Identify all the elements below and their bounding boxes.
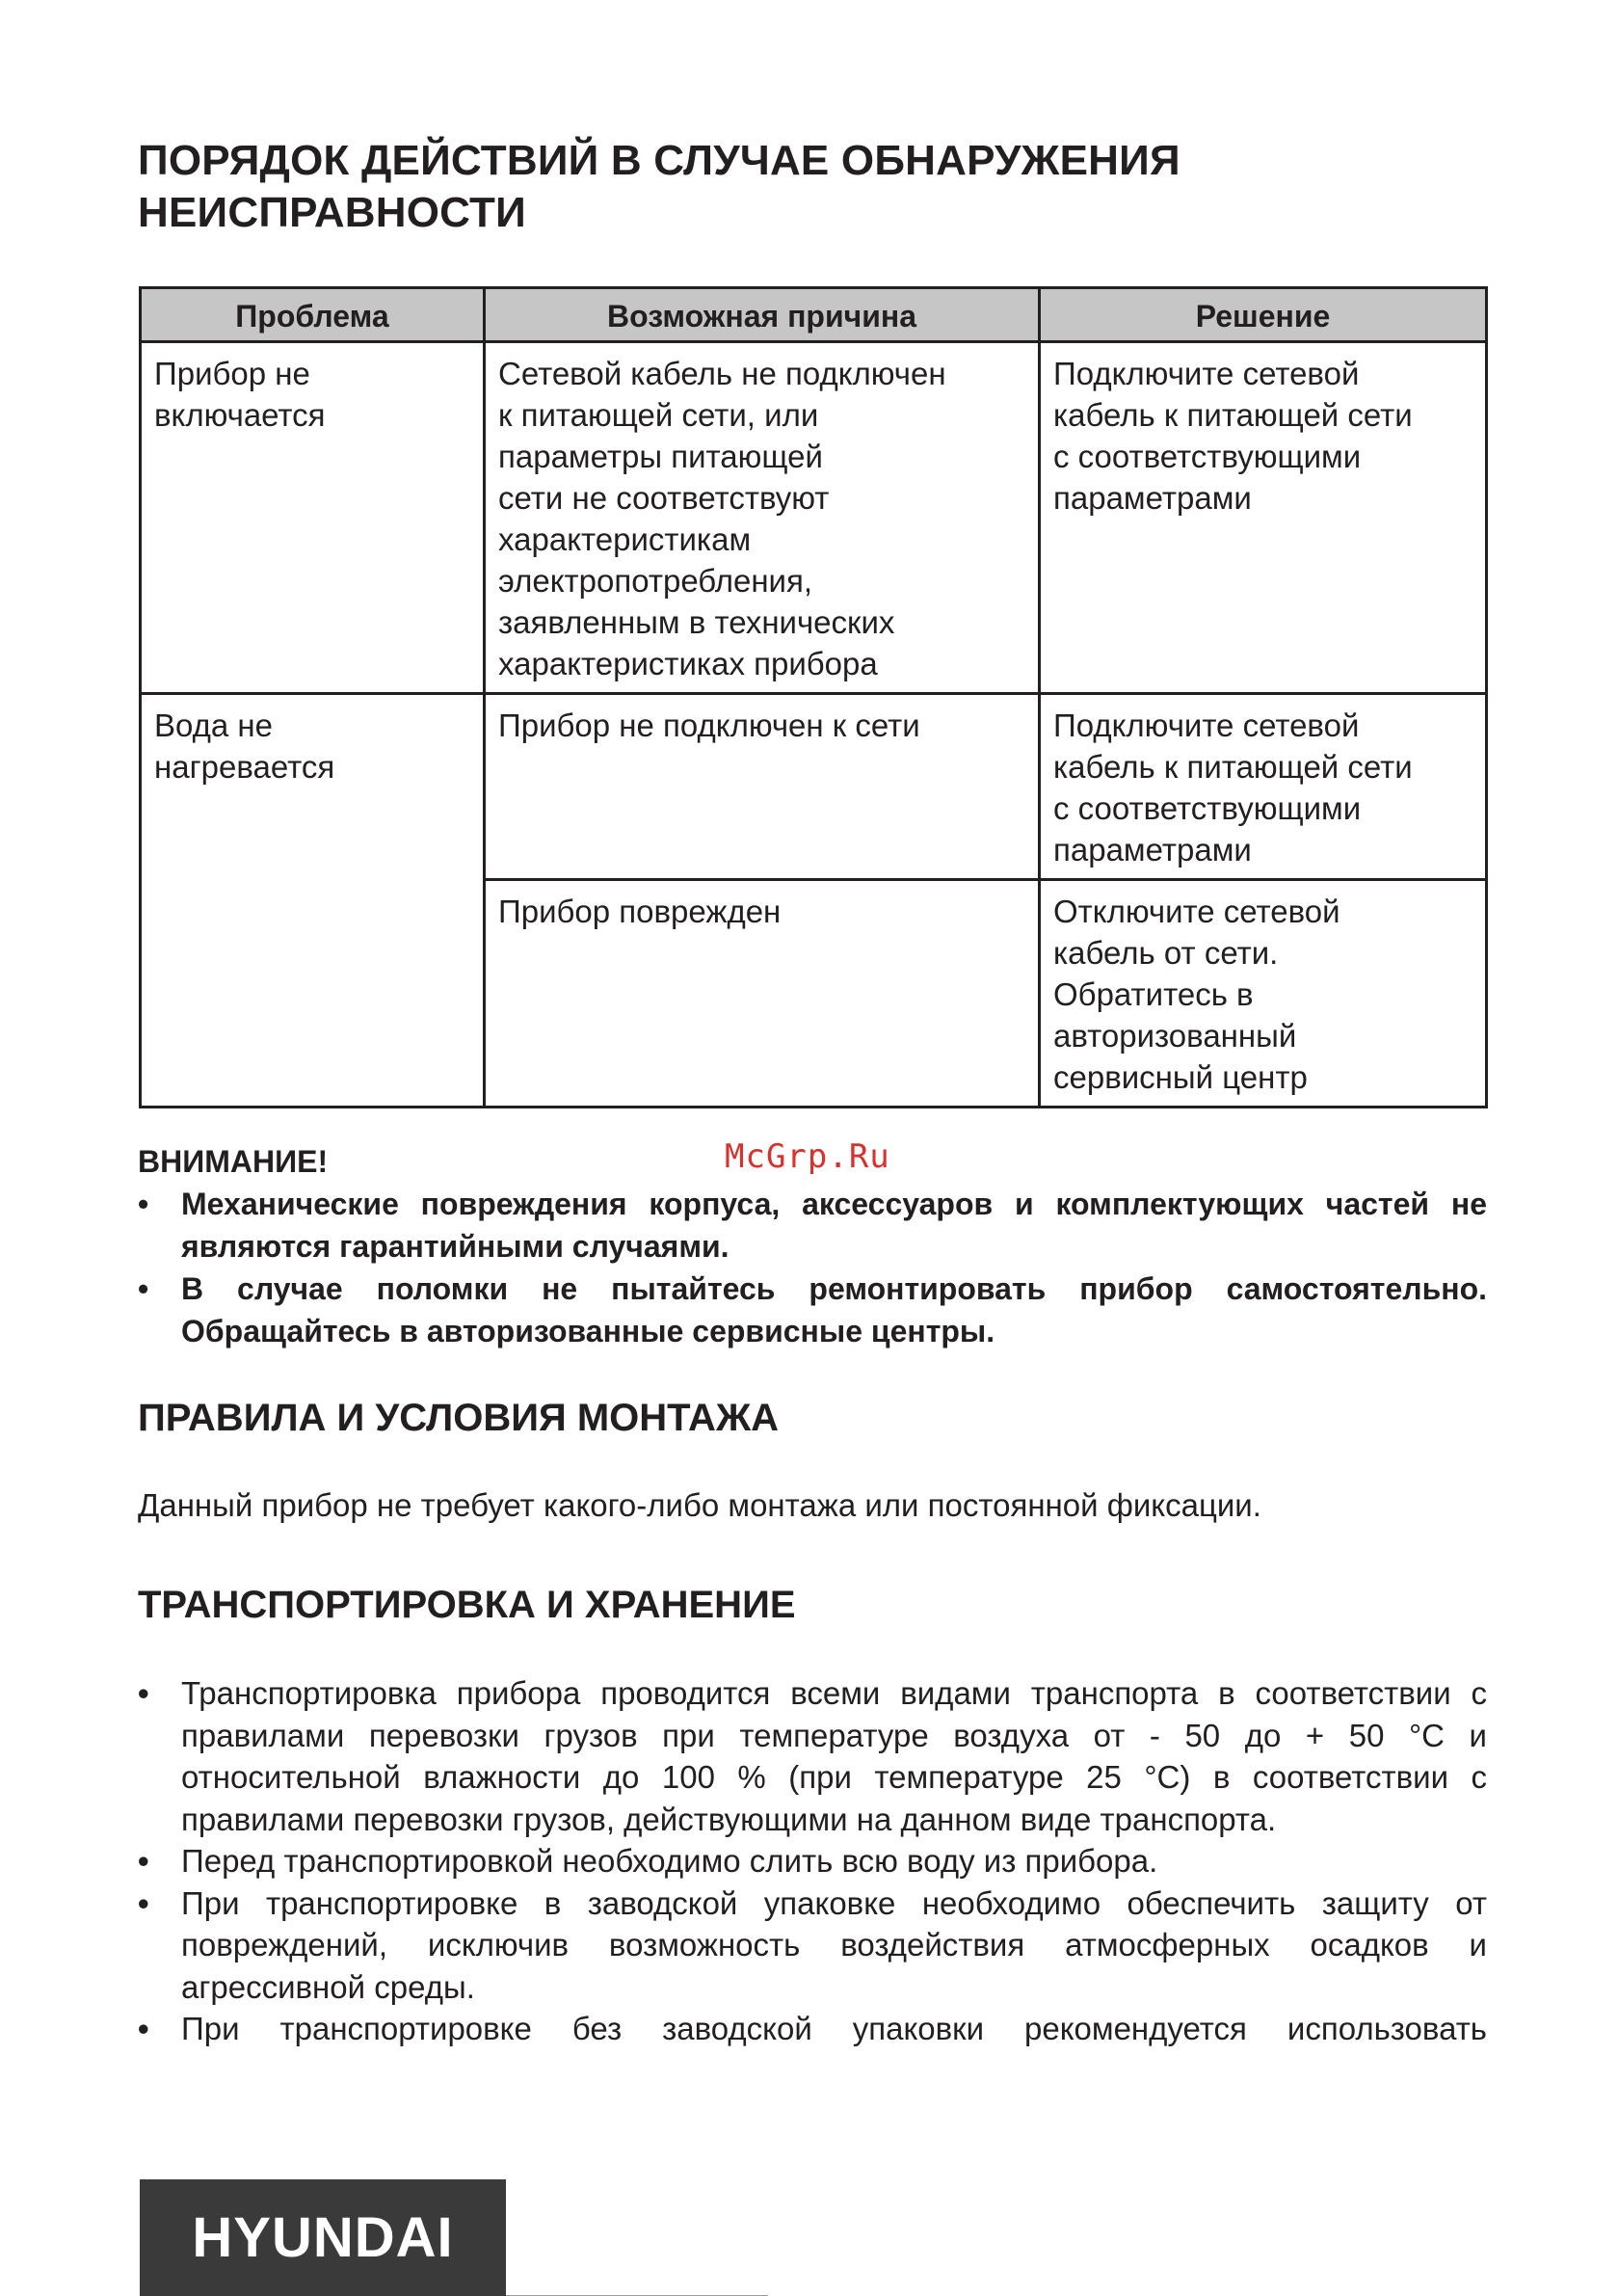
transport-heading: ТРАНСПОРТИРОВКА И ХРАНЕНИЕ	[138, 1584, 796, 1626]
cause-cell: Прибор поврежден	[485, 880, 1040, 1108]
brand-logo	[140, 2179, 506, 2296]
list-item: • В случае поломки не пытайтесь ремонтировать прибор самостоятельно. Обращайтесь в авторизованные сервисные центры.	[138, 1268, 1487, 1352]
page-title: ПОРЯДОК ДЕЙСТВИЙ В СЛУЧАЕ ОБНАРУЖЕНИЯ НЕИСПРАВНОСТИ	[138, 137, 1180, 236]
mounting-text: Данный прибор не требует какого-либо монтажа или постоянной фиксации.	[138, 1487, 1261, 1523]
table-row	[141, 694, 1487, 880]
column-header-cause: Возможная причина	[485, 288, 1040, 342]
list-item: • При транспортировке без заводской упаковки рекомендуется использовать	[138, 2008, 1487, 2050]
list-item: • Перед транспортировкой необходимо слить всю воду из прибора.	[138, 1840, 1487, 1882]
watermark-text: McGrp.Ru	[725, 1137, 890, 1176]
problem-cell: Вода не нагревается	[141, 694, 485, 1108]
brand-logo-text: HYUNDAI	[192, 2206, 454, 2269]
table-row	[141, 342, 1487, 694]
mounting-heading: ПРАВИЛА И УСЛОВИЯ МОНТАЖА	[138, 1397, 779, 1439]
list-item: • При транспортировке в заводской упаковке необходимо обеспечить защиту от повреждений, исключив возможность воздействия атмосферных осадков и агрессивной среды.	[138, 1882, 1487, 2009]
solution-cell: Подключите сетевой кабель к питающей сети с соответствующими параметрами	[1040, 694, 1487, 880]
transport-list	[138, 1672, 1487, 2050]
list-item: • Механические повреждения корпуса, аксессуаров и комплектующих частей не являются гарантийными случаями.	[138, 1183, 1487, 1268]
column-header-solution: Решение	[1040, 288, 1487, 342]
column-header-problem: Проблема	[141, 288, 485, 342]
list-item: • Транспортировка прибора проводится всеми видами транспорта в соответствии с правилами перевозки грузов при температуре воздуха от - 50 до + 50 °С и относительной влажности до 100 % (при температуре 25 °С) в соответствии с правилами перевозки грузов, действующими на данном виде транспорта.	[138, 1672, 1487, 1840]
problem-cell: Прибор не включается	[141, 342, 485, 694]
cause-cell: Сетевой кабель не подключен к питающей сети, или параметры питающей сети не соответствуют характеристикам электропотребления, заявленным в технических характеристиках прибора	[485, 342, 1040, 694]
transport-block	[138, 1672, 1487, 2050]
table-header-row	[141, 288, 1487, 342]
solution-cell: Подключите сетевой кабель к питающей сети с соответствующими параметрами	[1040, 342, 1487, 694]
solution-cell: Отключите сетевой кабель от сети. Обратитесь в авторизованный сервисный центр	[1040, 880, 1487, 1108]
troubleshooting-table	[139, 286, 1488, 1108]
cause-cell: Прибор не подключен к сети	[485, 694, 1040, 880]
attention-heading: ВНИМАНИЕ!	[138, 1144, 329, 1179]
attention-list	[138, 1183, 1487, 1352]
